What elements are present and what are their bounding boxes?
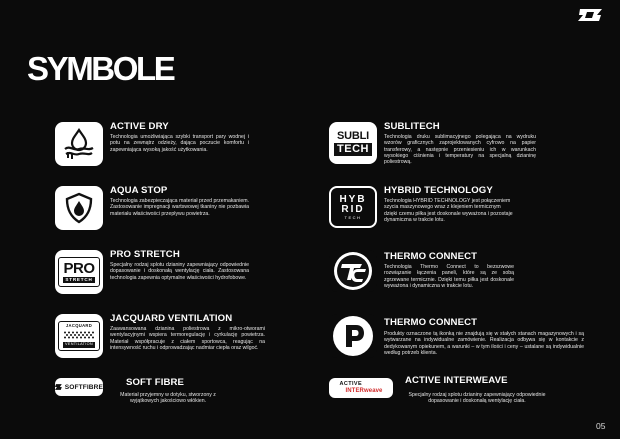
active-dry-icon-box xyxy=(55,122,103,166)
thermo-connect-icon-box xyxy=(329,250,377,292)
active-dry-desc: Technologia umożliwiająca szybki transport pary wodnej i potu na zewnątrz odzieży, dająca poczucie komfortu i zapewniająca wysoką jakość użytkowania. xyxy=(110,134,249,153)
jacquard-title: JACQUARD VENTILATION xyxy=(110,313,233,324)
interweave-logo-line2: INTERweave xyxy=(345,387,383,394)
water-drop-hand-icon xyxy=(61,127,97,161)
hybrid-badge-line2: RID xyxy=(341,203,365,215)
interweave-logo-line1: ACTIVE xyxy=(339,381,363,388)
hybrid-desc: Technologia HYBRID TECHNOLOGY jest połączeniem szycia maszynowego wraz z klejeniem termicznym dzięki czemu piłka jest doskonale wyważona i pozostaje dynamiczna w trakcie lotu. xyxy=(384,198,513,223)
sublitech-badge-icon xyxy=(334,131,372,156)
jacquard-icon-box xyxy=(55,314,103,358)
thermo-connect-2-icon-box xyxy=(329,314,377,358)
sublitech-badge-top: SUBLI xyxy=(336,129,369,142)
sublitech-desc: Technologia druku sublimacyjnego polegająca na wydruku wzorów graficznych zaprojektowanych cyfrowo na papier transferowy, a następnie przeniesieniu ich w warunkach wysokiego ciśnienia i temperatury na specjalną dzianinę poliestrową. xyxy=(384,134,536,166)
p-circle-icon xyxy=(331,314,375,358)
thermo-connect-title: THERMO CONNECT xyxy=(384,251,478,262)
page-title: SYMBOLE xyxy=(27,50,174,87)
hybrid-badge-line1: HYB xyxy=(339,193,367,205)
soft-fibre-icon-box xyxy=(55,378,103,396)
aqua-stop-icon-box xyxy=(55,186,103,230)
thermo-connect-desc: Technologia Thermo Connect to bezszwowe rozwiązanie łączenia paneli, które są ze sobą zgrzewane termicznie. Dzięki temu piłka jest doskonale wyważona i dynamiczna w trakcie lotu. xyxy=(384,264,514,289)
tc-circle-icon xyxy=(332,250,374,292)
active-interweave-desc: Specjalny rodzaj splotu dzianiny zapewniający odpowiednie dopasowanie i doskonałą wentylację ciała. xyxy=(408,392,546,405)
jacquard-badge-bottom: VENTILATION xyxy=(65,342,93,347)
aqua-stop-title: AQUA STOP xyxy=(110,185,168,196)
jacquard-ventilation-badge-icon xyxy=(58,321,100,351)
pro-stretch-desc: Specjalny rodzaj splotu dzianiny zapewniający odpowiednie dopasowanie i doskonałą wentylację ciała. Zastosowana technologia zapewnia optymalne właściwości hydrofobowe. xyxy=(110,262,249,281)
soft-fibre-desc: Materiał przyjemny w dotyku, stworzony z wyjątkowych jakościowo włókien. xyxy=(120,392,216,405)
soft-fibre-title: SOFT FIBRE xyxy=(126,377,185,388)
perforation-pattern-icon xyxy=(62,330,96,340)
active-interweave-icon-box xyxy=(329,378,393,398)
hybrid-badge-line3: TECH xyxy=(344,214,362,220)
pro-stretch-badge-icon xyxy=(58,257,100,287)
pro-stretch-title: PRO STRETCH xyxy=(110,249,180,260)
sublitech-icon-box xyxy=(329,122,377,164)
softfibre-logo-text: SOFTFIBRE xyxy=(64,383,103,391)
page-number: 05 xyxy=(596,421,606,431)
thermo-connect-2-title: THERMO CONNECT xyxy=(384,317,478,328)
hybrid-icon-box xyxy=(329,186,377,228)
pro-stretch-icon-box xyxy=(55,250,103,294)
active-dry-title: ACTIVE DRY xyxy=(110,121,169,132)
aqua-stop-desc: Technologia zabezpieczająca materiał przed przemakaniem. Zastosowanie impregnacji wartswowej tkaniny nie pozbawia materiału właściwości przepływu powietrza. xyxy=(110,198,249,217)
hybrid-title: HYBRID TECHNOLOGY xyxy=(384,185,493,196)
stretch-badge-text: STRETCH xyxy=(65,276,93,282)
softfibre-logo-icon xyxy=(55,383,63,391)
thermo-connect-2-desc: Produkty oznaczone tą ikonką nie znajdują się w stałych stanach magazynowych i są wytwarzane na indywidualne zamówienie. Realizacja odbywa się w kontakcie z dedykowanym opiekunem, a warunki – w tym ilości i ceny – ustalane są indywidualnie według potrzeb klienta. xyxy=(384,331,584,356)
pro-badge-text: PRO xyxy=(63,259,95,277)
brand-logo-icon xyxy=(577,8,603,22)
jacquard-badge-top: JACQUARD xyxy=(65,323,93,328)
sublitech-badge-bottom: TECH xyxy=(334,143,372,156)
active-interweave-title: ACTIVE INTERWEAVE xyxy=(405,375,508,386)
active-interweave-logo-icon xyxy=(339,382,382,394)
shield-drop-icon xyxy=(62,191,96,225)
hybrid-tech-badge-icon xyxy=(339,195,366,220)
sublitech-title: SUBLITECH xyxy=(384,121,440,132)
jacquard-desc: Zaawansowana dzianina poliestrowa z mikro-otworami wentylacyjnymi wspiera termoregulację i cyrkulację powietrza. Materiał współpracuje z ciałem sportowca, reagując na intensywność ruchu i odprowadzając nadmiar ciepła oraz wilgoć. xyxy=(110,326,265,351)
